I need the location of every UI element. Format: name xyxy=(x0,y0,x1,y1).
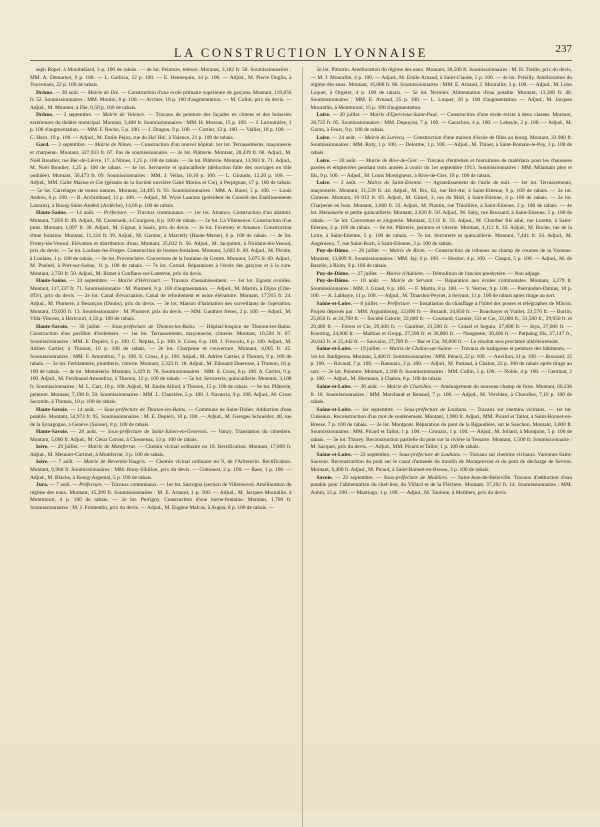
entry-authority: Mairie de Luriecq. xyxy=(364,134,406,141)
page-header xyxy=(30,38,572,61)
entry-text: — 26 juillet. — Mairie de Riom. — Construction de tribunes au champ de courses de la Varenne. Montant, 13,609 fr. Soumissionnaires : MM. Jay, 6 p. 100. — Hostier, 4 p. 100. — Chaput, 5 p. 100. — Adjud., M. de Bazelle, à Riom, 9 p. 100 de rabais. xyxy=(310,248,572,270)
entry-authority: Mairie de Valence. xyxy=(102,112,146,119)
entry-region: Loire. xyxy=(316,157,331,164)
entry-authority: Sous-préfecture de Thonon-les-Bains. xyxy=(111,323,196,330)
listing-entry xyxy=(311,180,573,248)
entry-authority: Mairie de Chalon-sur-Saône. xyxy=(389,346,453,353)
listing-entry xyxy=(30,324,292,407)
listing-entry xyxy=(311,248,573,271)
listing-entry xyxy=(311,301,573,346)
listing-entry xyxy=(30,90,292,113)
entry-authority: Préfecture. xyxy=(79,482,103,489)
entry-text: — 27 juillet. — Mairie d'Aubière. — Démolition de l'ancien presbytère. — Non adjugé. xyxy=(350,270,541,277)
right-column xyxy=(302,67,573,827)
entry-region: Puy-de-Dôme. xyxy=(316,270,350,277)
listing-entry xyxy=(311,475,573,498)
entry-region: Saône-et-Loire. xyxy=(316,300,352,307)
entry-authority: Mairie de Saint-Etienne. xyxy=(367,180,423,187)
entry-text: — 8 juillet. — Préfecture. — Installation du chauffage à l'hôtel des postes et télégraphes de Mâcon. Projets déposés par : MM. Argumbourg, 32,890 fr. — Bezault, 24,850 fr. — Bouchayer et Viallet, 23,570 fr. — Burlin, 25,850 fr. et 24,700 fr. — Société Calorie, 22,600 fr. — Courtand, Garnier, Gil et Cie, 33,000 fr., 31,500 fr., 29,950 fr. et 29,400 fr. — Forest et Cie, 29,400 fr. — Gauthier, 21,500 fr. — Guisel et Seguin, 27,800 fr. — Joya, 27,000 fr. — Koerting, 24,000 fr. — Mathias et Gropp, 27,500 fr. et 30,800 fr. — Naugnette, 30,400 fr. — Parpaing fils, 27,147 fr., 26,642 fr. et 25,442 fr. — Sauvaire, 27,700 fr. — Bar et Cie, 30,000 fr. — Le résultat sera proclamé ultérieurement. xyxy=(310,300,572,345)
entry-region: Drôme. xyxy=(36,112,54,119)
text-columns xyxy=(30,67,572,827)
listing-entry xyxy=(30,112,292,142)
entry-region: Jura. xyxy=(36,482,49,489)
listing-entry xyxy=(30,210,292,278)
entry-text: — 24 août. — Mairie de Luriecq. — Construction d'une maison d'école de filles au bourg. Montant, 33 900 fr. Soumissionnaires : MM. Roly, 1 p. 100. — Delorme, 1 p. 100. — Adjud., M. Thinet, à Saint-Romain-le-Puy, 3 p. 100 de rabais. xyxy=(310,134,572,157)
entry-text: — 30 août. — Mairie de Charolles. — Aménagement du nouveau champ de foire. Montant, 60,236 fr. 10. Soumissionnaires : MM. Marchand et Renaud, 7 p. 100. — Adjud., M. Verchère, à Charolles, 7,10 p. 100 de rabais. xyxy=(310,383,572,406)
entry-authority: Mairie de Rive-de-Gier. xyxy=(365,157,418,164)
listing-entry xyxy=(30,67,292,90)
listing-entry xyxy=(30,278,292,323)
entry-region: Haute-Saône. xyxy=(36,278,67,285)
entry-text: — 22 septembre. — Sous-préfecture de Louhans. — Travaux sur chemins vicinaux. Varennes-Saint-Sauveur. Reconstruction du pont sur le canal d'amenée du moulin de Montprevost et du pont de décharge de Sevron. Montant, 6,400 fr. Adjud., M. Picard, à Saint-Bonnet-en-Bresse, 3 p. 100 de rabais. xyxy=(310,451,572,473)
entry-text: — 1er septembre. — Sous-préfecture de Louhans. — Travaux sur chemins vicinaux. — 1er lot. Cuiseaux. Reconstruction d'un mur de soutènement. Montant, 1,900 fr. Adjud., MM. Picard et Tallot, à Saint-Bonnet-en-Bresse, 7 p. 100 de rabais. — 2e lot. Montpont. Réparation du pont de la Bigaudière, sur le Sauchon. Montant, 3,000 fr. Soumissionnaires : MM. Picard et Tallot, 1 p. 100. — Grouzix, 1 p. 100. — Adjud., M. Juliard, à Montpont, 5 p. 100 de rabais. — 3e lot. Thurey. Reconstruction partielle du pont sur la rivière la Tessarre. Montant, 1,500 fr. Soumissionnaire : M. Sacquet, prix du devis. — Adjud., MM. Picard et Tallot, 1 p. 100 de rabais. xyxy=(310,406,572,451)
entry-text: seph Ropel, à Montbeliard, 3 p. 100 de rabais. — 4e lot. Peinture, tenture. Montant, 3,182 fr. 50. Soumissionnaires : MM. A. Demarnet, 9 p. 100. — L. Gallicia, 12 p. 100. — E. Hennequin, 14 p. 100. — Adjud., M. Pierre Doglia, à Vouvenans, 22 p. 100 de rabais. xyxy=(30,67,292,89)
entry-text: — 3 septembre. — Mairie de Valence. — Travaux de peinture des façades en ciment et des boiseries extérieures du théâtre municipal. Montant, 3,400 fr. Soumissionnaires : MM. H. Mossan, 15 p. 100. — J. Laroumière, 1 p. 100 d'augmentation. — MM. F. Roche, 5 p. 100. — J. Dragon, 9 p. 100. — Cortier, 13 p. 100. — Vallier, 18 p. 100. — C. Hays, 19 p. 100. — Adjud., M. Emile Pejoz, rue du Ha! Ha!, à Valence, 21 p. 100 de rabais. xyxy=(30,112,292,141)
entry-text: — 7 août. — Préfecture. — Travaux communaux. — 1er lot. Sarrogna (section de Villeneuve). Amélioration du régime des eaux. Montant, 15,209 fr. Soumissionnaires : M. E. Arnaud, 1 p. 100. — Adjud., M. Jacques Mourallie, à Montmorot, 4 p. 100 de rabais. — 2e lot. Perrigny. Construction d'une borne-fontaine. Montant, 1,700 fr. Soumissionnaires : M. J. Fromentin, prix du devis. — Adjud., M. Eugène Malcas, à Augea, 8 p. 100 de rabais. — xyxy=(30,482,292,511)
entry-text: — 20 juillet. — Mairie d'Epercieux-Saint-Paul. — Construction d'une école mixte à deux classes. Montant, 28,735 fr. 05. Soumissionnaires : MM. Dupuyrat, 7 p. 100. — Garachon, 4 p. 100. — Lebayle, 2 p. 100. — Adjud., M. Garon, à Feurs, 9 p. 100 de rabais. xyxy=(310,112,572,134)
entry-authority: Mairie d'Aubière. xyxy=(386,270,425,277)
entry-authority: Mairie de Nîmes. xyxy=(94,142,133,149)
listing-entry xyxy=(30,459,292,482)
listing-entry xyxy=(311,278,573,301)
listing-entry xyxy=(30,142,292,210)
entry-region: Puy-de-Dôme. xyxy=(316,248,350,255)
entry-text: — 2 août. — Mairie de Saint-Etienne. — Agrandissement de l'asile de nuit. — 1er lot. Terrassements, maçonnerie. Montant, 31,539 fr. 44. Adjud., M. Rix, 62, rue Bel-Air, à Saint-Etienne, 9 p. 100 de rabais. — 2e lot. Ciments. Montant, 10 012 fr. 03. Adjud., M. Gimel, 3, rue du Midi, à Saint-Etienne, 4 p. 100 de rabais. — 3e lot. Charpente en bois. Montant, 3,060 fr. 33. Adjud., M. Plantin, rue Thiollière, à Saint-Etienne, 2 p. 100 de rabais. — 4e lot. Menuiserie et petite quincaillerie. Montant, 2,620 fr. 50. Adjud., M. Saby, rue Brossard, à Saint-Etienne, 5 p. 100 de rabais. — 5e lot. Couverture et zinguerie. Montant, 2,131 fr. 33. Adjud., M. Chardier fils aîné, rue Lorette, à Saint-Etienne, 2 p. 100 de rabais. — 6e lot. Plâtrerie, peinture et vitrerie. Montant, 4,112 fr. 33. Adjud., M. Roche, rue de la Loire, à Saint-Etienne, 5 p. 100 de rabais. — 7e lot. Serrurerie et quincaillerie. Montant, 7,441 fr. 33. Adjud., M. Angénieux, 7, rue Saint-Roch, à Saint-Etienne, 2 p. 100 de rabais. xyxy=(310,180,572,247)
entry-text: — 28 août. — Sous-préfecture de Saint-Julien-en-Genevois. — Vanzy. Translation du cimetière. Montant, 5,000 fr. Adjud., M. César Coroni, à Chessenaz, 13 p. 100 de rabais. xyxy=(30,429,292,443)
entry-authority: Préfecture. xyxy=(103,210,128,217)
listing-entry xyxy=(311,452,573,475)
entry-region: Gard. xyxy=(36,142,50,149)
entry-authority: Sous-préfecture de Louhans. xyxy=(399,451,462,458)
entry-region: Saône-et-Loire. xyxy=(316,346,352,353)
entry-authority: Préfecture. xyxy=(387,300,411,307)
listing-entry xyxy=(30,444,292,459)
entry-region: Loire. xyxy=(316,180,331,187)
entry-text: — 10 août. — Mairie de Servant. — Réparation aux écoles communales. Montant, 3,279 fr. Soumissionnaires : MM. J. Graud, 6 p. 100. — F. Martin, 8 p. 100. — V. Verrier, 9 p. 100. — Pierrandon-Dumas, 10 p. 100. — A. Labbaye, 11 p. 100. — Adjud., M. Tinardon-Peynet, à Servant, 11 p. 100 de rabais après tirage au sort. xyxy=(310,278,572,300)
entry-authority: Sous-préfecture de Moûtiers. xyxy=(383,474,449,481)
entry-region: Drôme. xyxy=(36,89,54,96)
entry-region: Loire. xyxy=(316,134,331,141)
left-column xyxy=(30,67,292,827)
entry-region: Savoie. xyxy=(316,474,333,481)
entry-text: — 14 août. — Sous-préfecture de Thonon-les-Bains. — Commune de Saint-Didier. Adduction d'eau potable. Montant, 54,974 fr. 95. Soumissionnaires : M. E. Depiéri, 10 p. 100. — Adjud., M. Georges Schneider, 40, rue de la Synagogue, à Genève (Suisse), 8 p. 100 de rabais. xyxy=(30,406,292,428)
listing-entry xyxy=(311,407,573,452)
listing-entry xyxy=(311,135,573,158)
entry-authority: Mairie de Montferrat. xyxy=(87,444,137,451)
entry-text: — 22 septembre. — Sous-préfecture de Moûtiers. — Saint-Jean-de-Belleville. Travaux d'adduction d'eau potable pour l'alimentation du chef-lieu, du Villard et de la Fléchère. Montant, 37,202 fr. 14. Soumissionnaires : MM. Aubin, 15 p. 100. — Mantiugo, 1 p. 100. — Adjud., M. Tonione, à Moûtiers, prix du devis. xyxy=(310,474,572,496)
entry-text: — 3 septembre. — Mairie de Nîmes. — Construction d'un nouvel hôpital. 1er lot. Terrassements, maçonnerie et charpente. Montant, 327,933 fr. 67. Pas de soumissionnaire. — 2e lot. Plâtrerie. Montant, 28,439 fr. 68. Adjud., M. Noël Boudier, rue Bec-de-Lièvre, 17, à Nîmes, 1,25 p. 100 de rabais. — 3e lot. Plâtrerie. Montant, 13,903 fr. 71. Adjud., M. Noël Boudier, 1,25 p. 100 de rabais. — 4e lot. Serrurerie et quincaillerie (déduction faite des ouvrages en tôle ondulée). Montant, 36,473 fr. 09. Soumissionnaires : MM. J. Vellas, 10,10 p. 100. — L. Giraudo, 12,20 p. 100. — Adjud., MM. Gaïté Marius et Cie (gérants de la Société ouvrière Gaïté Marius et Cie), à Perpignan, 17 p. 100 de rabais. — 5e lot. Carrelages de toutes natures. Montant, 24,495 fr. 93. Soumissionnaires : MM. A. Burel, 5 p. 100. — Louis Andrés, 6 p. 100. — B. Archimbaud, 11 p. 100. — Adjud., M. Wyse Laurans (président du Conseil des Etablissements Laurans), à Bourg-Saint-Andéol (Ardèche), 14,60 p. 100 de rabais. xyxy=(30,142,292,209)
entry-text: — 28 août. — Mairie de Rive-de-Gier. — Travaux d'entretien et fournitures de matériaux pour les chaussées pavées et empierrées pendant trois années à courir du 1er septembre 1913. Soumissionnaires : MM. Milamant père et fils, 9 p. 100. — Adjud., M. Louis Montigneux, à Rive-de-Gier, 10 p. 100 de rabais. xyxy=(310,157,572,179)
entry-authority: Mairie de Servant. xyxy=(390,278,434,285)
entry-text: — 7 août. — Mairie de Reventin-Vaugris. — Chemin vicinal ordinaire no 9, de l'Arbresvin. Rectification. Montant, 9,900 fr. Soumissionnaires : MM. Rony-Sibillon, prix du devis. — Cottonest, 2 p. 100. — Rase, 1 p. 100. — Adjud., M. Blache, à Bourg-Argental, 5 p. 100 de rabais. xyxy=(30,459,292,481)
entry-authority: Sous-préfecture de Thonon-les-Bains. xyxy=(104,406,187,413)
entry-region: Saône-et-Loire. xyxy=(316,406,352,413)
entry-region: Haute-Savoie. xyxy=(36,429,69,436)
entry-text: — 14 août. — Préfecture. — Travaux communaux. — 1er lot. Amance. Construction d'un abattoir. Montant, 7,850 fr. 49. Adjud., M. Cassenade, à Courgeon, 8 p. 100 de rabais. — 2e lot. La Villeneuve. Construction d'un puits. Montant, 1,097 fr. 30. Adjud., M. Gignat, à Saulx, prix du devis. — 3e lot. Faverney et Amance. Construction d'une fontaine. Montant, 11,124 fr. 39. Adjud., M. Garnier, à Marcelly (Haute-Marne), 6 p. 100 de rabais. — 4e lot. Frotey-lès-Vesoul. Elévation et distribution d'eau. Montant, 25,832 fr. 50. Adjud., M. Jacquinot, à Noidans-lès-Vesoul, prix du devis. — 5e lot. Loulans-les-Forges. Construction de bornes-fontaines. Montant, 3,603 fr. 60. Adjud., M. Pirotte, à Loulans, 1 p. 100 de rabais. — 6e lot. Provenchère. Couverture de la fontaine du Centre. Montant, 3,075 fr. 60. Adjud., M. Pusinel, à Port-sur-Saône, 11 p. 100 de rabais. — 7e lot. Corrad. Réparations à l'école des garçons et à la cure. Montant, 2,750 fr. 50. Adjud., M. Rimet à Conflans-sur-Lanterne, prix du devis. xyxy=(30,210,292,277)
entry-text: — 30 juillet. — Sous-préfecture de Thonon-les-Bains. — Hôpital-hospice de Thonon-les-Bains. Construction d'un pavillon d'isolement. — 1er lot. Terrassements, maçonnerie, ciments. Montant, 10,503 fr. 67. Soumissionnaires : MM. E. Depiéri, 5 p. 100. C. Néplaz, 5 p. 100. S. Cross, 6 p. 100. J. Frescolu, 6 p. 100. Adjud., M. Adrien Cartier, à Thonon, 10 p. 100 de rabais. — 2e lot. Charpente et couverture. Montant, 4,065 fr. 42. Soumissionnaires : MM. F. Amondruz, 7 p. 100. S. Cross, 8 p. 100. Adjud., M. Adrien Cartier, à Thonon, 9 p. 100 de rabais. — 3e lot. Ferblanterie, plomberie, vitrerie. Montant, 2,323 fr. 18. Adjud., M. Edouard Duerosse, à Thonon, 16 p. 100 de rabais. — 4e lot. Menuiserie. Montant, 3,429 fr. 78. Soumissionnaires : MM. S. Cross, 8 p. 100. A. Cartier, 9 p. 100. Adjud., M. Ferdinand Amondruz, à Thonon, 12 p. 100 de rabais. — 5e lot. Serrurerie, quincaillerie. Montant, 3,108 fr. Soumissionnaires : M. L. Cart, 10 p. 100. Adjud., M. Emile Alliod, à Thonon, 15 p. 100 de rabais. — 6e lot. Plâtrerie, peinture. Montant, 7,198 fr. 50. Soumissionnaires : MM. L. Charrière, 5 p. 100. J. Navarria, 9 p. 100. Adjud., M. Gross Secondo, à Thonon, 10 p. 100 de rabais. xyxy=(30,323,292,406)
entry-authority: Mairie de Reventin-Vaugris. xyxy=(83,459,147,466)
entry-authority: Mairie de Die. xyxy=(87,89,120,96)
entry-text: — 24 septembre. — Mairie d'Héricourt. — Travaux d'assainissement. — 1er lot. Egouts ovoïdes. Montant, 117,337 fr. 71. Soumissionnaire : M. Plumeré, 6 p. 100 d'augmentation. — Adjud., M. Martin, à Dijon (Côte-d'Or), prix du devis. — 2e lot. Canal d'évacuation. Canal de refoulement et usine élévatoire. Montant, 17,915 fr. 24. Adjud., M. Plumeré, à Besançon (Doubs), prix du devis. — 3e lot. Maison d'habitation des surveillants de l'opération. Montant, 19,030 fr. 13. Soumissionnaire : M. Plumeré, prix du devis. — MM. Gauthier frères, 2 p. 100. — Adjud., M. Villa-Vincent, à Héricourt, 4,50 p. 100 de rabais. xyxy=(30,278,292,323)
entry-region: Saône-et-Loire. xyxy=(316,383,352,390)
listing-entry xyxy=(30,407,292,430)
entry-text: — 30 août. — Mairie de Die. — Construction d'une école primaire supérieure de garçons. Montant, 119,856 fr. 52. Soumissionnaires : MM. Moulin, 8 p. 100. — Archier, 10 p. 100 d'augmentation. — M. Collot, prix du devis. — Adjud., M. Mounier, à Die, 0,50 p. 100 de rabais. xyxy=(30,89,292,111)
listing-entry xyxy=(311,346,573,384)
entry-authority: Mairie de Charolles. xyxy=(386,383,433,390)
entry-text: 3e lot. Pimorin. Amélioration du régime des eaux. Montant, 38,500 fr. Soumissionnaires : M. H. Treille, prix du devis. — M. J. Mourallie, 4 p. 100. — Adjud., M. Emile Arnaud, à Saint-Claude, 5 p. 100. — 4e lot. Présilly. Amélioration du régime des eaux. Montant, 16,088 fr. 60. Soumissionnaires : MM. E. Arnaud, J. Mourallie, 3 p. 100. — Adjud., M. Léon Luquet, à Orgelet, 4 p. 100 de rabais. — 5e lot. Nermier. Alimentation d'eau potable. Montant, 13,388 fr. 48. Soumissionnaires : MM. E. Arnaud, 25 p. 100. — L. Luquet, 20 p. 100 d'augmentation. — Adjud., M. Jacques Mourallie, à Montmorot, 15 p. 100 d'augmentation. xyxy=(310,67,572,111)
listing-entry xyxy=(30,429,292,444)
entry-authority: Mairie de Riom. xyxy=(389,248,426,255)
entry-text: — 29 juillet. — Mairie de Montferrat. — Chemin vicinal ordinaire no 10. Rectification. Montant, 17,000 fr. Adjud., M. Meunier-Curtinet, à Montferrat, 3 p. 100 de rabais. xyxy=(30,444,292,458)
journal-title: LA CONSTRUCTION LYONNAISE xyxy=(173,46,429,60)
listing-entry xyxy=(311,384,573,407)
entry-region: Haute-Saône. xyxy=(36,210,67,217)
entry-authority: Mairie d'Epercieux-Saint-Paul. xyxy=(369,112,439,119)
listing-entry xyxy=(30,482,292,512)
entry-region: Isère. xyxy=(36,459,49,466)
entry-text: — 19 juillet. — Mairie de Chalon-sur-Saône. — Travaux de badigeons et peinture des bâtiments. — 1er lot. Badigeons. Montant, 5,400 fr. Soumissionnaires : MM. Pérard, 22 p. 100. — Auvillon, 21 p. 100. — Brunaud, 15 p. 100. — Ravaud, 7 p. 100. — Ratouaix, 2 p. 100. — Adjud., M. Putiaud, à Chalon, 22 p. 100 de rabais après tirage au sort. — 2e lot. Peinture. Montant, 2,100 fr. Soumissionnaires : MM. Collin, 5 p. 100. — Noble, 4 p. 100. — Gentinat, 2 p. 100. — Adjud., M. Hermann, à Chalon, 6 p. 100 de rabais. xyxy=(310,346,572,383)
listing-entry xyxy=(311,67,573,112)
entry-authority: Mairie d'Héricourt. xyxy=(117,278,162,285)
listing-entry xyxy=(311,112,573,135)
entry-authority: Sous-préfecture de Louhans. xyxy=(404,406,468,413)
entry-authority: Sous-préfecture de Saint-Julien-en-Genevois. xyxy=(107,429,208,436)
entry-region: Haute-Savoie. xyxy=(36,406,69,413)
entry-region: Loire. xyxy=(316,112,331,119)
entry-region: Puy-de-Dôme. xyxy=(316,278,350,285)
page-number: 237 xyxy=(555,43,572,55)
entry-region: Saône-et-Loire. xyxy=(316,451,352,458)
entry-region: Haute-Savoie. xyxy=(36,323,69,330)
entry-region: Isère. xyxy=(36,444,49,451)
listing-entry xyxy=(311,158,573,181)
